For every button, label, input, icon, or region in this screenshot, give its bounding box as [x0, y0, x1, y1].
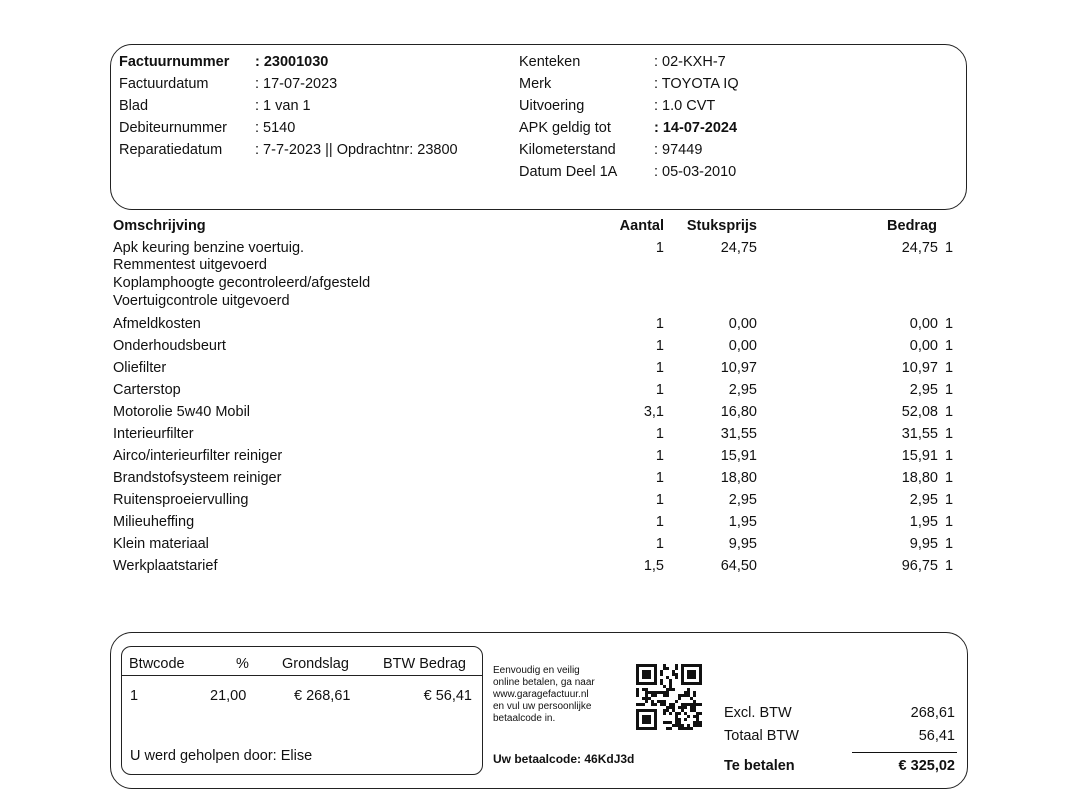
item-unit-price: 0,00 — [728, 338, 757, 354]
vat-row-base: € 268,61 — [294, 688, 351, 704]
payment-text-line: online betalen, ga naar — [493, 677, 595, 688]
item-description: Apk keuring benzine voertuig. — [113, 240, 305, 256]
item-quantity: 1 — [655, 316, 664, 332]
item-description: Interieurfilter — [113, 426, 194, 442]
vat-header-code: Btwcode — [129, 656, 185, 672]
column-header-amount: Bedrag — [887, 218, 937, 234]
item-amount: 52,08 — [901, 404, 938, 420]
payment-text-line: betaalcode in. — [493, 713, 556, 724]
item-vat-code: 1 — [945, 470, 954, 486]
vat-header-amount: BTW Bedrag — [383, 656, 466, 672]
item-vat-code: 1 — [945, 492, 954, 508]
invoice-field-value: : 5140 — [255, 120, 296, 136]
vehicle-field-value: : 14-07-2024 — [654, 120, 738, 136]
vehicle-field-label: Uitvoering — [519, 98, 585, 114]
item-description: Carterstop — [113, 382, 181, 398]
item-vat-code: 1 — [945, 338, 954, 354]
item-amount: 10,97 — [901, 360, 938, 376]
vehicle-field-value: : TOYOTA IQ — [654, 76, 739, 92]
item-amount: 0,00 — [909, 316, 938, 332]
item-vat-code: 1 — [945, 514, 954, 530]
item-quantity: 1 — [655, 360, 664, 376]
item-amount: 2,95 — [909, 492, 938, 508]
vehicle-field-value: : 1.0 CVT — [654, 98, 716, 114]
item-vat-code: 1 — [945, 382, 954, 398]
table-row — [0, 380, 1080, 400]
vat-row-code: 1 — [130, 688, 139, 704]
total-divider — [852, 752, 957, 753]
total-vat-label: Totaal BTW — [724, 728, 799, 744]
invoice-field-value: : 17-07-2023 — [255, 76, 338, 92]
table-row — [0, 402, 1080, 422]
payment-code: Uw betaalcode: 46KdJ3d — [493, 752, 635, 766]
item-vat-code: 1 — [945, 316, 954, 332]
invoice-field-label: Factuurnummer — [119, 54, 230, 70]
vehicle-field-label: Kenteken — [519, 54, 581, 70]
item-quantity: 1 — [655, 492, 664, 508]
item-vat-code: 1 — [945, 558, 954, 574]
item-amount: 1,95 — [909, 514, 938, 530]
table-row — [0, 446, 1080, 466]
item-description: Brandstofsysteem reiniger — [113, 470, 282, 486]
item-quantity: 1 — [655, 536, 664, 552]
item-quantity: 3,1 — [643, 404, 664, 420]
item-quantity: 1 — [655, 382, 664, 398]
item-quantity: 1 — [655, 448, 664, 464]
vehicle-field-value: : 02-KXH-7 — [654, 54, 726, 70]
item-amount: 96,75 — [901, 558, 938, 574]
amount-due-label: Te betalen — [724, 758, 795, 774]
vehicle-field-value: : 05-03-2010 — [654, 164, 737, 180]
item-amount: 9,95 — [909, 536, 938, 552]
item-unit-price: 1,95 — [728, 514, 757, 530]
vat-header-percent: % — [236, 656, 249, 672]
column-header-description: Omschrijving — [113, 218, 206, 234]
item-vat-code: 1 — [945, 536, 954, 552]
item-sub-line: Remmentest uitgevoerd — [113, 257, 267, 273]
vat-header-base: Grondslag — [282, 656, 349, 672]
vehicle-field-label: APK geldig tot — [519, 120, 611, 136]
vat-header-divider — [121, 675, 483, 676]
table-row — [0, 314, 1080, 334]
invoice-field-value: : 23001030 — [255, 54, 329, 70]
helped-by-text: U werd geholpen door: Elise — [130, 748, 313, 764]
item-amount: 18,80 — [901, 470, 938, 486]
invoice-field-value: : 1 van 1 — [255, 98, 311, 114]
item-unit-price: 9,95 — [728, 536, 757, 552]
table-row — [0, 556, 1080, 576]
item-description: Werkplaatstarief — [113, 558, 218, 574]
vehicle-field-label: Merk — [519, 76, 552, 92]
item-sub-line: Voertuigcontrole uitgevoerd — [113, 293, 290, 309]
payment-text-line: www.garagefactuur.nl — [493, 689, 589, 700]
item-unit-price: 2,95 — [728, 382, 757, 398]
item-vat-code: 1 — [945, 240, 954, 256]
item-description: Motorolie 5w40 Mobil — [113, 404, 251, 420]
item-amount: 15,91 — [901, 448, 938, 464]
invoice-field-value: : 7-7-2023 || Opdrachtnr: 23800 — [255, 142, 458, 158]
vehicle-field-label: Datum Deel 1A — [519, 164, 618, 180]
item-description: Oliefilter — [113, 360, 167, 376]
item-unit-price: 15,91 — [720, 448, 757, 464]
item-description: Onderhoudsbeurt — [113, 338, 226, 354]
table-row — [0, 358, 1080, 378]
item-vat-code: 1 — [945, 426, 954, 442]
table-row — [0, 336, 1080, 356]
item-quantity: 1,5 — [643, 558, 664, 574]
vehicle-field-label: Kilometerstand — [519, 142, 616, 158]
item-quantity: 1 — [655, 426, 664, 442]
payment-text-line: Eenvoudig en veilig — [493, 665, 580, 676]
item-unit-price: 31,55 — [720, 426, 757, 442]
item-unit-price: 16,80 — [720, 404, 757, 420]
item-amount: 2,95 — [909, 382, 938, 398]
table-row — [0, 534, 1080, 554]
table-row — [0, 512, 1080, 532]
column-header-unit-price: Stuksprijs — [686, 218, 757, 234]
payment-text-line: en vul uw persoonlijke — [493, 701, 592, 712]
item-amount: 31,55 — [901, 426, 938, 442]
item-unit-price: 10,97 — [720, 360, 757, 376]
item-description: Ruitensproeiervulling — [113, 492, 249, 508]
vat-row-percent: 21,00 — [210, 688, 247, 704]
item-vat-code: 1 — [945, 448, 954, 464]
excl-vat-label: Excl. BTW — [724, 705, 792, 721]
item-description: Airco/interieurfilter reiniger — [113, 448, 283, 464]
item-unit-price: 0,00 — [728, 316, 757, 332]
invoice-field-label: Debiteurnummer — [119, 120, 227, 136]
item-unit-price: 64,50 — [720, 558, 757, 574]
item-description: Milieuheffing — [113, 514, 195, 530]
vat-row-amount: € 56,41 — [423, 688, 472, 704]
invoice-field-label: Factuurdatum — [119, 76, 209, 92]
item-vat-code: 1 — [945, 404, 954, 420]
invoice-field-label: Reparatiedatum — [119, 142, 223, 158]
item-quantity: 1 — [655, 470, 664, 486]
item-unit-price: 24,75 — [720, 240, 757, 256]
item-quantity: 1 — [655, 338, 664, 354]
excl-vat-value: 268,61 — [910, 705, 955, 721]
total-vat-value: 56,41 — [918, 728, 955, 744]
item-unit-price: 18,80 — [720, 470, 757, 486]
item-description: Klein materiaal — [113, 536, 209, 552]
table-row — [0, 468, 1080, 488]
table-row — [0, 490, 1080, 510]
item-amount: 0,00 — [909, 338, 938, 354]
table-row — [0, 424, 1080, 444]
item-vat-code: 1 — [945, 360, 954, 376]
item-description: Afmeldkosten — [113, 316, 201, 332]
column-header-quantity: Aantal — [619, 218, 664, 234]
amount-due-value: € 325,02 — [898, 758, 955, 774]
table-row — [0, 238, 1080, 258]
item-quantity: 1 — [655, 240, 664, 256]
vehicle-field-value: : 97449 — [654, 142, 703, 158]
invoice-field-label: Blad — [119, 98, 149, 114]
item-amount: 24,75 — [901, 240, 938, 256]
item-unit-price: 2,95 — [728, 492, 757, 508]
qr-code-icon[interactable] — [636, 664, 702, 730]
item-sub-line: Koplamphoogte gecontroleerd/afgesteld — [113, 275, 371, 291]
item-quantity: 1 — [655, 514, 664, 530]
